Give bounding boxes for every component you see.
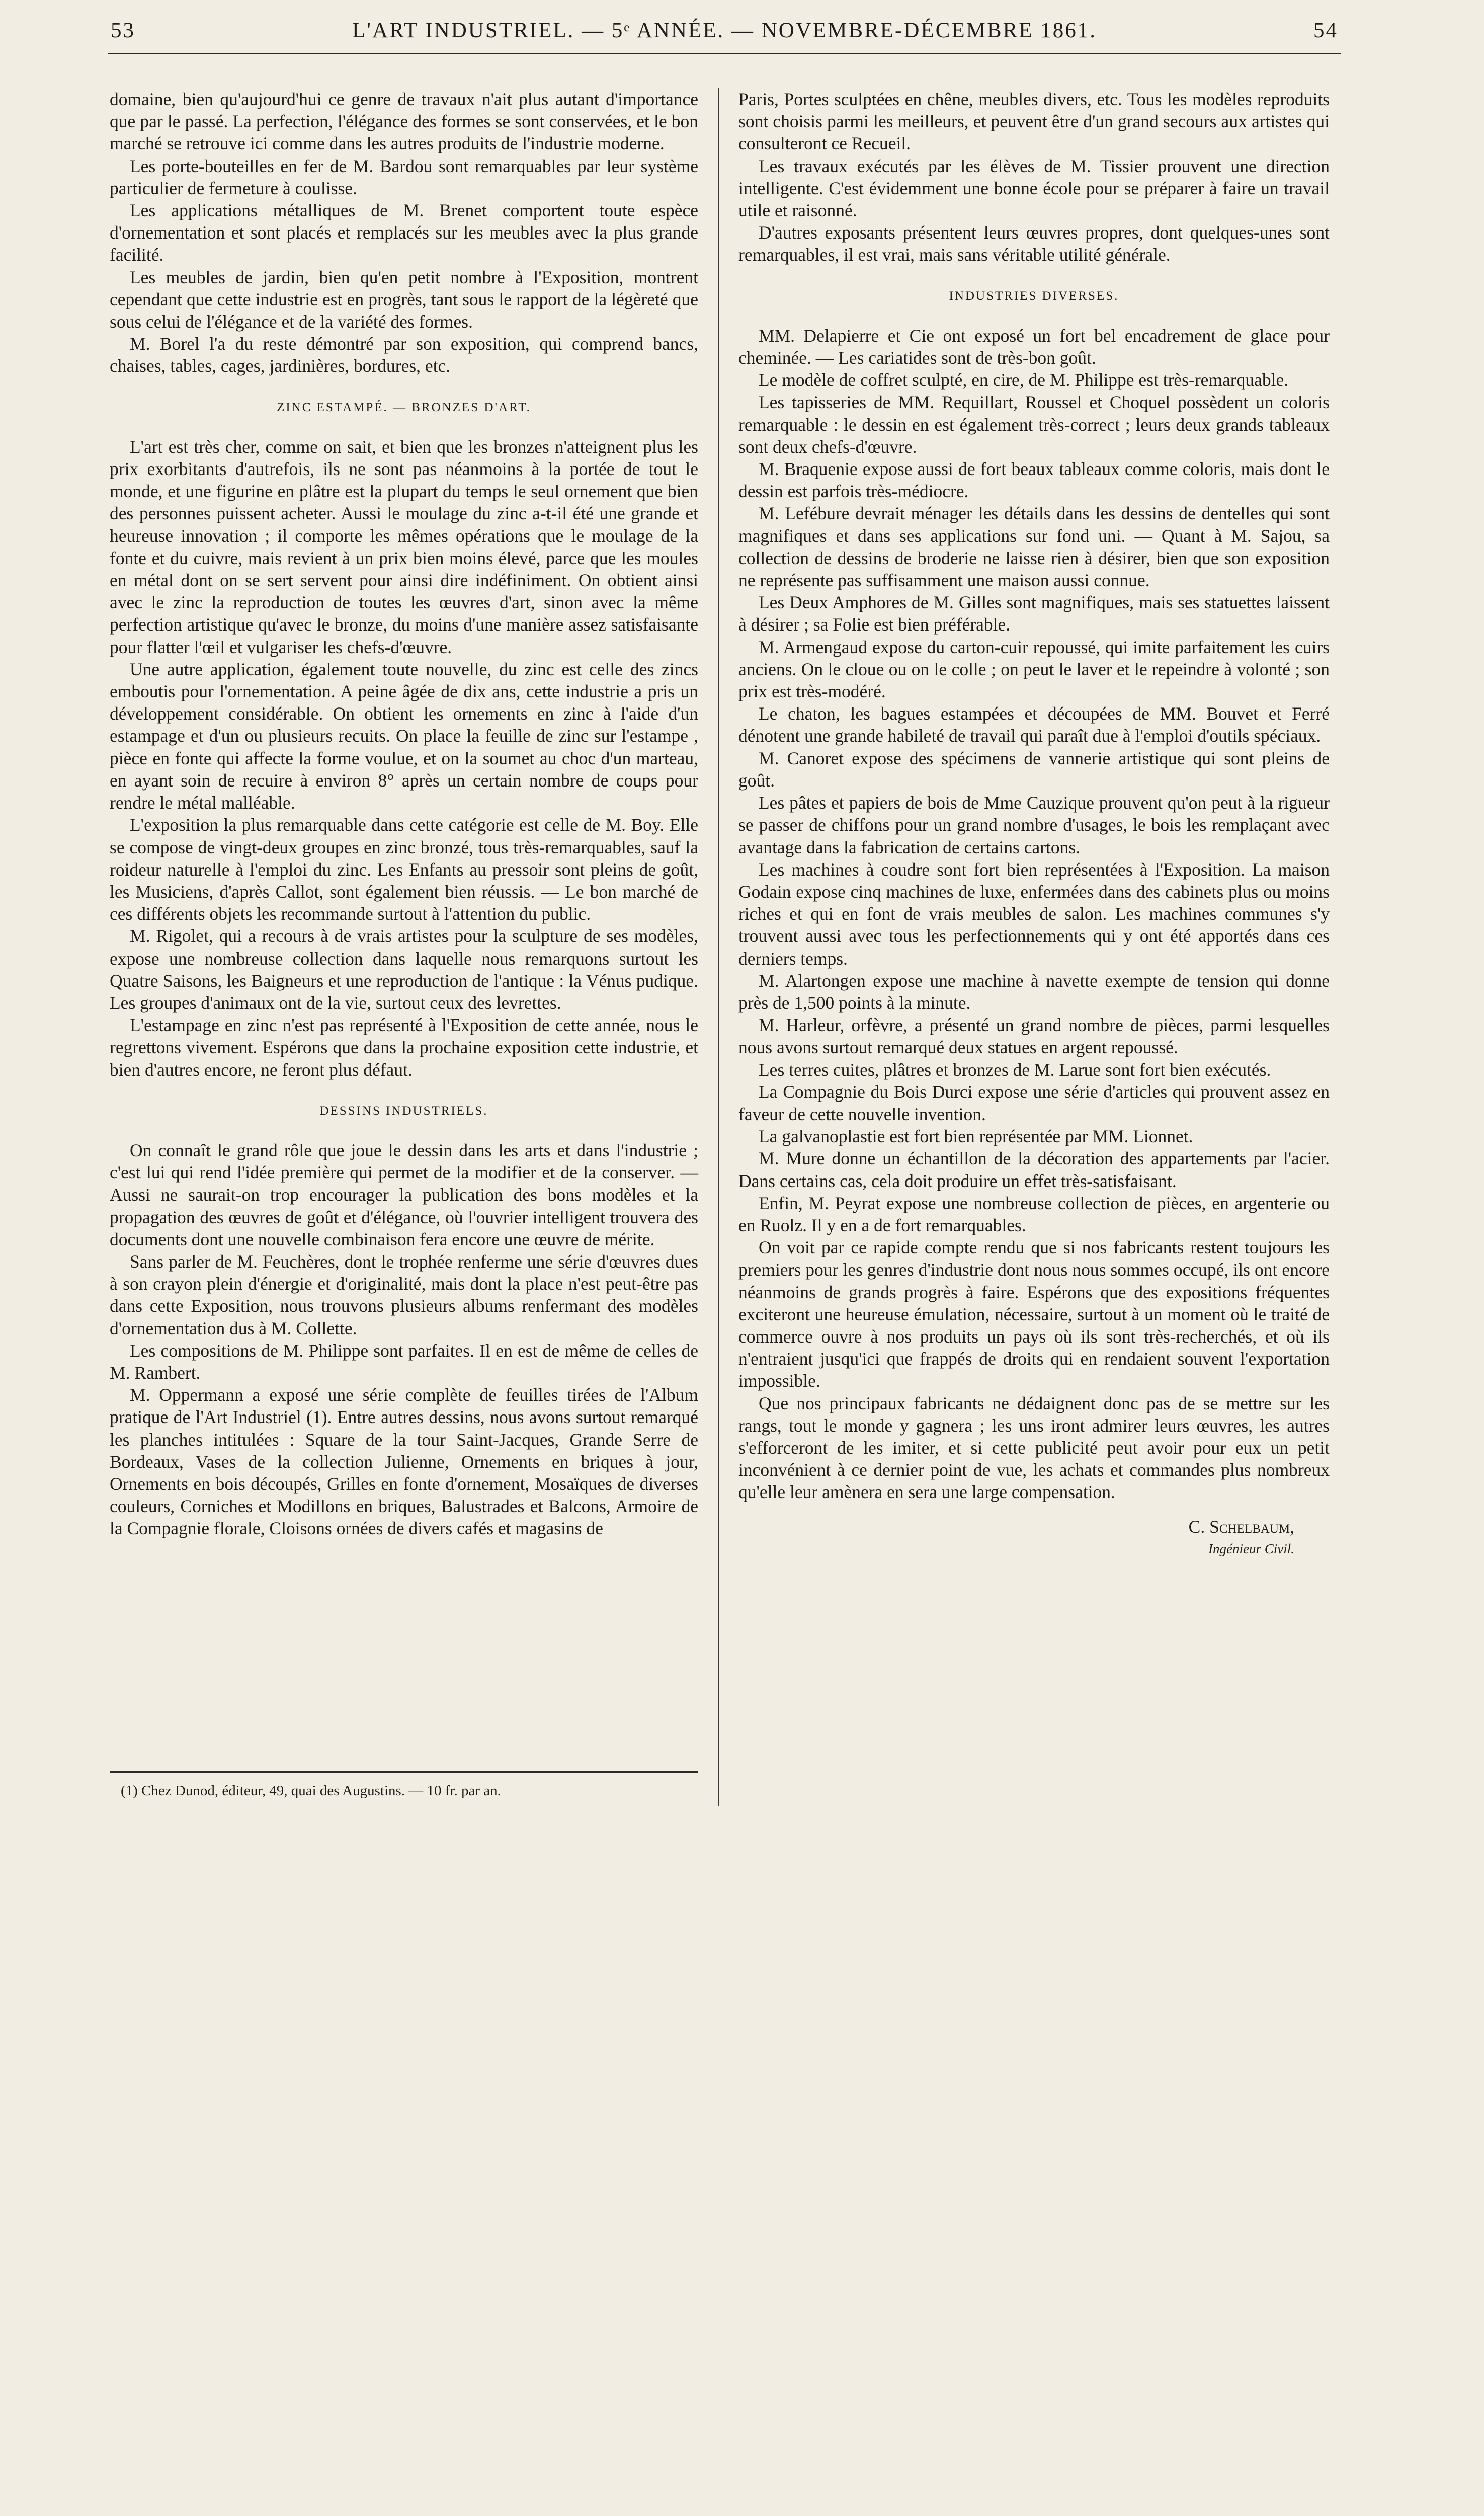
paragraph: Les pâtes et papiers de bois de Mme Cauzique prouvent qu'on peut à la rigueur se passer de chiffons pour un grand nombre d'usages, le bois les remplaçant avec avantage dans la fabrication de certains cartons. bbox=[738, 793, 1330, 857]
paragraph: L'art est très cher, comme on sait, et bien que les bronzes n'atteignent plus les prix exorbitants d'autrefois, ils ne sont pas néanmoins à la portée de tout le monde, et une figurine en plâtre est la plupart du temps le seul ornement que bien des personnes puissent acheter. Aussi le moulage du zinc a-t-il été une grande et heureuse innovation ; il comporte les mêmes opérations que le moulage de la fonte et du cuivre, mais revient à un prix bien moins élevé, parce que les moules en métal dont on se sert servent pour ainsi dire indéfiniment. On obtient ainsi avec le zinc la reproduction de toutes les œuvres d'art, sinon avec la même perfection artistique qu'avec le bronze, du moins d'une manière assez satisfaisante pour flatter l'œil et vulgariser les chefs-d'œuvre. bbox=[110, 436, 698, 657]
paragraph: M. Oppermann a exposé une série complète de feuilles tirées de l'Album pratique de l'Art Industriel (1). Entre autres dessins, nous avons surtout remarqué les planches intitulées : Square de la tour Saint-Jacques, Grande Serre de Bordeaux, Vases de la collection Julienne, Ornements en briques à jour, Ornements en bois découpés, Grilles en fonte d'ornement, Mosaïques de diverses couleurs, Corniches et Modillons en briques, Balustrades et Balcons, Armoire de la Compagnie florale, Cloisons ornées de divers cafés et magasins de bbox=[110, 1385, 698, 1539]
paragraph: M. Armengaud expose du carton-cuir repoussé, qui imite parfaitement les cuirs anciens. On le cloue ou on le colle ; on peut le laver et le repeindre à volonté ; son prix est très-modéré. bbox=[738, 637, 1330, 702]
paragraph: domaine, bien qu'aujourd'hui ce genre de travaux n'ait plus autant d'importance que par le passé. La perfection, l'élégance des formes se sont conservées, et le bon marché se retrouve ici comme dans les autres produits de l'industrie moderne. bbox=[110, 89, 698, 154]
column-divider bbox=[718, 88, 719, 1806]
footnote: (1) Chez Dunod, éditeur, 49, quai des Augustins. — 10 fr. par an. bbox=[121, 1783, 501, 1799]
paragraph: Que nos principaux fabricants ne dédaignent donc pas de se mettre sur les rangs, tout le monde y gagnera ; les uns iront admirer leurs œuvres, les autres s'efforceront de les imiter, et si cette publicité peut avoir pour eux un petit inconvénient à ce dernier point de vue, les achats et commandes plus nombreux qu'elle leur amènera en sera une large compensation. bbox=[738, 1393, 1330, 1503]
paragraph: Les terres cuites, plâtres et bronzes de M. Larue sont fort bien exécutés. bbox=[759, 1059, 1271, 1080]
page-number-left: 53 bbox=[111, 19, 135, 42]
paragraph: Les porte-bouteilles en fer de M. Bardou sont remarquables par leur système particulier de fermeture à coulisse. bbox=[110, 155, 698, 198]
author-role: Ingénieur Civil. bbox=[1208, 1541, 1294, 1556]
paragraph: Les travaux exécutés par les élèves de M. Tissier prouvent une direction intelligente. C'est évidemment une bonne école pour se préparer à faire un travail utile et raisonné. bbox=[738, 155, 1330, 221]
paragraph: M. Alartongen expose une machine à navette exempte de tension qui donne près de 1,500 points à la minute. bbox=[738, 970, 1330, 1013]
header-rule bbox=[108, 53, 1341, 54]
paragraph: Sans parler de M. Feuchères, dont le trophée renferme une série d'œuvres dues à son crayon plein d'énergie et d'originalité, mais dont la place n'est peut-être pas dans cette Exposition, nous trouvons plusieurs albums renfermant des modèles d'ornementation dus à M. Collette. bbox=[110, 1251, 698, 1339]
paragraph: Les machines à coudre sont fort bien représentées à l'Exposition. La maison Godain expose cinq machines de luxe, enfermées dans des cabinets plus ou moins riches et qui en font de vrais meubles de salon. Les machines communes s'y trouvent aussi avec tous les perfectionnements qui y ont été apportés dans ces derniers temps. bbox=[738, 859, 1330, 969]
paragraph: On voit par ce rapide compte rendu que si nos fabricants restent toujours les premiers pour les genres d'industrie dont nous nous sommes occupé, ils ont encore néanmoins de grands progrès à faire. Espérons que des expositions fréquentes exciteront une heureuse émulation, nécessaire, surtout à un moment où le traité de commerce ouvre à nos produits un pays où ils sont très-recherchés, et où ils n'entraient jusqu'ici que frappés de droits qui en rendaient souvent l'exportation impossible. bbox=[738, 1237, 1330, 1391]
paragraph: Une autre application, également toute nouvelle, du zinc est celle des zincs emboutis pour l'ornementation. A peine âgée de dix ans, cette industrie a pris un développement considérable. On obtient les ornements en zinc à l'aide d'un estampage et d'un ou plusieurs recuits. On place la feuille de zinc sur l'estampe , pièce en fonte qui affecte la forme voulue, et on la soumet au choc d'un marteau, en ayant soin de recuire à environ 8° après un certain nombre de coups pour rendre le métal malléable. bbox=[110, 659, 698, 813]
paragraph: M. Mure donne un échantillon de la décoration des appartements par l'acier. Dans certains cas, cela doit produire un effet très-satisfaisant. bbox=[738, 1148, 1330, 1191]
section-heading: ZINC ESTAMPÉ. — BRONZES D'ART. bbox=[277, 400, 531, 414]
paragraph: D'autres exposants présentent leurs œuvres propres, dont quelques-unes sont remarquables, il est vrai, mais sans véritable utilité générale. bbox=[738, 222, 1330, 265]
paragraph: L'estampage en zinc n'est pas représenté à l'Exposition de cette année, nous le regrettons vivement. Espérons que dans la prochaine exposition cette industrie, et bien d'autres encore, ne feront plus défaut. bbox=[110, 1015, 698, 1080]
paragraph: M. Lefébure devrait ménager les détails dans les dessins de dentelles qui sont magnifiques et dans ses applications sur fond uni. — Quant à M. Sajou, sa collection de dessins de broderie ne laisse rien à désirer, bien que son exposition ne représente pas suffisamment une maison aussi connue. bbox=[738, 503, 1330, 591]
footnote-rule bbox=[110, 1771, 698, 1773]
paragraph: La Compagnie du Bois Durci expose une série d'articles qui prouvent assez en faveur de cette nouvelle invention. bbox=[738, 1081, 1330, 1124]
paragraph: M. Braquenie expose aussi de fort beaux tableaux comme coloris, mais dont le dessin est parfois très-médiocre. bbox=[738, 459, 1330, 502]
paragraph: Les compositions de M. Philippe sont parfaites. Il en est de même de celles de M. Rambert. bbox=[110, 1340, 698, 1383]
journal-title: L'ART INDUSTRIEL. — 5ᵉ ANNÉE. — NOVEMBRE-DÉCEMBRE 1861. bbox=[352, 19, 1097, 42]
paragraph: MM. Delapierre et Cie ont exposé un fort bel encadrement de glace pour cheminée. — Les cariatides sont de très-bon goût. bbox=[738, 325, 1330, 368]
section-heading: DESSINS INDUSTRIELS. bbox=[319, 1104, 488, 1118]
paragraph: Le modèle de coffret sculpté, en cire, de M. Philippe est très-remarquable. bbox=[759, 370, 1289, 390]
section-heading: INDUSTRIES DIVERSES. bbox=[949, 289, 1119, 303]
paragraph: L'exposition la plus remarquable dans cette catégorie est celle de M. Boy. Elle se compose de vingt-deux groupes en zinc bronzé, tous très-remarquables, sauf la roideur naturelle à l'emploi du zinc. Les Enfants au pressoir sont pleins de goût, les Musiciens, d'après Callot, sont également bien réussis. — Le bon marché de ces différents objets les recommande surtout à l'attention du public. bbox=[110, 815, 698, 924]
digitization-footer bbox=[0, 1985, 1484, 2093]
paragraph: La galvanoplastie est fort bien représentée par MM. Lionnet. bbox=[759, 1126, 1193, 1147]
author-signature: C. Schelbaum, bbox=[1188, 1516, 1294, 1537]
paragraph: M. Harleur, orfèvre, a présenté un grand nombre de pièces, parmi lesquelles nous avons surtout remarqué deux statues en argent repoussé. bbox=[738, 1015, 1330, 1058]
paragraph: Le chaton, les bagues estampées et découpées de MM. Bouvet et Ferré dénotent une grande habileté de travail qui paraît due à l'emploi d'outils spéciaux. bbox=[738, 703, 1330, 746]
paragraph: M. Rigolet, qui a recours à de vrais artistes pour la sculpture de ses modèles, expose une nombreuse collection dans laquelle nous remarquons surtout les Quatre Saisons, les Baigneurs et une reproduction de l'antique : la Vénus pudique. Les groupes d'animaux ont de la vie, surtout ceux des levrettes. bbox=[110, 926, 698, 1013]
right-column bbox=[738, 88, 1330, 1560]
paragraph: Les Deux Amphores de M. Gilles sont magnifiques, mais ses statuettes laissent à désirer ; sa Folie est bien préférable. bbox=[738, 592, 1330, 635]
paragraph: M. Canoret expose des spécimens de vannerie artistique qui sont pleins de goût. bbox=[738, 748, 1330, 791]
left-column bbox=[110, 88, 698, 1540]
paragraph: Les meubles de jardin, bien qu'en petit nombre à l'Exposition, montrent cependant que cette industrie est en progrès, tant sous le rapport de la légèreté que sous celui de l'élégance et de la variété des formes. bbox=[110, 267, 698, 332]
paragraph: Enfin, M. Peyrat expose une nombreuse collection de pièces, en argenterie ou en Ruolz. Il y en a de fort remarquables. bbox=[738, 1193, 1330, 1235]
page-number-right: 54 bbox=[1313, 19, 1338, 42]
running-header bbox=[111, 18, 1338, 53]
paragraph: Paris, Portes sculptées en chêne, meubles divers, etc. Tous les modèles reproduits sont choisis parmi les meilleurs, et peuvent être d'un grand secours aux artistes qui consulteront ce Recueil. bbox=[738, 89, 1330, 154]
paragraph: Les applications métalliques de M. Brenet comportent toute espèce d'ornementation et sont placés et remplacés sur les meubles avec la plus grande facilité. bbox=[110, 200, 698, 265]
paragraph: M. Borel l'a du reste démontré par son exposition, qui comprend bancs, chaises, tables, cages, jardinières, bordures, etc. bbox=[110, 334, 698, 376]
paragraph: On connaît le grand rôle que joue le dessin dans les arts et dans l'industrie ; c'est lui qui rend l'idée première qui permet de la modifier et de la conserver. — Aussi ne saurait-on trop encourager la publication des bons modèles et la propagation des œuvres de goût et d'élégance, où l'ouvrier intelligent trouvera des documents dont une nouvelle combinaison fera encore une œuvre de mérite. bbox=[110, 1140, 698, 1249]
paragraph: Les tapisseries de MM. Requillart, Roussel et Choquel possèdent un coloris remarquable : le dessin en est également très-correct ; leurs deux grands tableaux sont deux chefs-d'œuvre. bbox=[738, 392, 1330, 457]
